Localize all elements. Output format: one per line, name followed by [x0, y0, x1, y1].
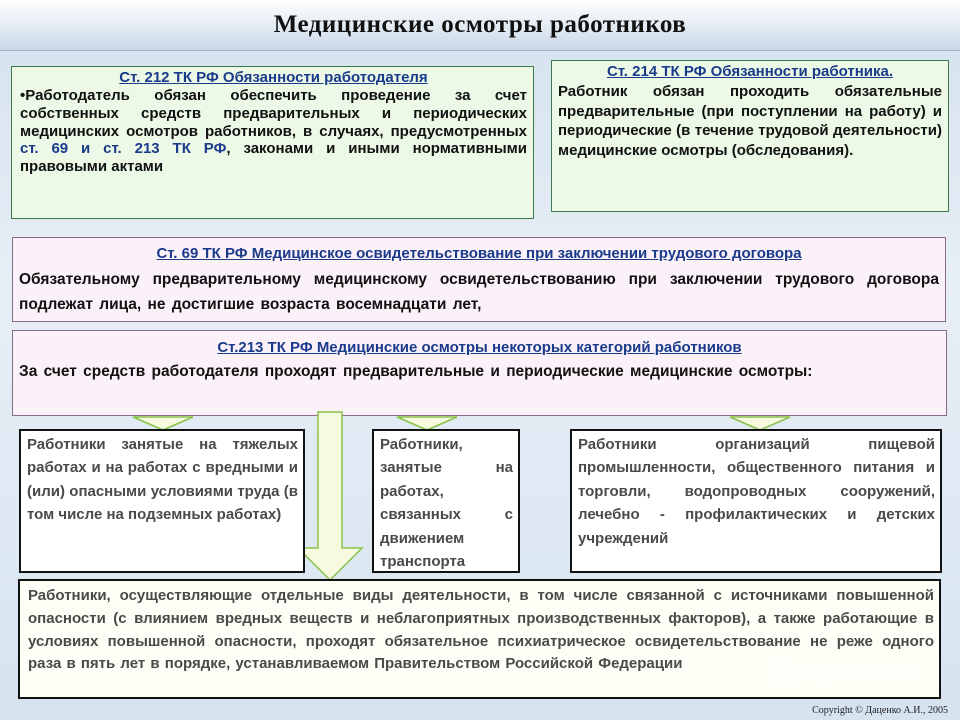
article-69-text: Обязательному предварительному медицинскому освидетельствованию при заключении трудового договора подлежат лица, не достигшие возраста восемнадцати лет, [19, 271, 939, 313]
psychiatric-exam-text: Работники, осуществляющие отдельные виды деятельности, в том числе связанной с источниками повышенной опасности (с влиянием вредных веществ и неблагоприятных производственных факторов), а также работающие в условиях повышенной опасности, проходят обязательное психиатрическое освидетельствование не реже одного раза в пять лет в порядке, устанавливаемом Правительством Российской Федерации [28, 587, 934, 673]
title-bar [0, 0, 960, 51]
category-hazardous-work [19, 429, 305, 573]
article-214-text: Работник обязан проходить обязательные предварительные (при поступлении на работу) и периодические (в течение трудовой деятельности) медицинские осмотры (обследования). [558, 83, 942, 159]
category-text: Работники, занятые на работах, связанных с движением транспорта [380, 436, 513, 571]
copyright: Copyright © Даценко А.И., 2005 [812, 705, 948, 716]
article-69-header: Ст. 69 ТК РФ Медицинское освидетельствование при заключении трудового договора [156, 245, 802, 262]
category-text: Работники организаций пищевой промышленности, общественного питания и торговли, водопроводных сооружений, лечебно - профилактических и детских учреждений [578, 436, 935, 547]
article-212-header: Ст. 212 ТК РФ Обязанности работодателя [119, 69, 428, 86]
article-213-box [12, 330, 947, 416]
article-212-text-b: , законами и иными нормативными правовыми актами [20, 140, 527, 176]
article-213-text: За счет средств работодателя проходят предварительные и периодические медицинские осмотры: [19, 363, 813, 380]
article-212-text [20, 87, 527, 176]
article-69-box [12, 237, 946, 322]
article-212-text-a: Работодатель обязан обеспечить проведение за счет собственных средств предварительных и периодических медицинских осмотров работников, в случаях, предусмотренных [20, 87, 527, 140]
employer-duties-box [11, 66, 534, 219]
article-214-header: Ст. 214 ТК РФ Обязанности работника. [606, 63, 894, 80]
psychiatric-exam-box [18, 579, 941, 699]
arrow-down-icon [298, 412, 362, 580]
page-title: Медицинские осмотры работников [273, 11, 687, 38]
category-transport-work [372, 429, 520, 573]
bullet: • [20, 87, 26, 104]
category-text: Работники занятые на тяжелых работах и на работах с вредными и (или) опасными условиями труда (в том числе на подземных работах) [27, 436, 298, 524]
watermark-text: MyShared [800, 659, 915, 686]
employee-duties-box [551, 60, 949, 212]
article-213-header: Ст.213 ТК РФ Медицинские осмотры некоторых категорий работников [217, 339, 742, 356]
category-food-and-public-service [570, 429, 942, 573]
article-reference: ст. 69 и ст. 213 ТК РФ [20, 140, 227, 158]
